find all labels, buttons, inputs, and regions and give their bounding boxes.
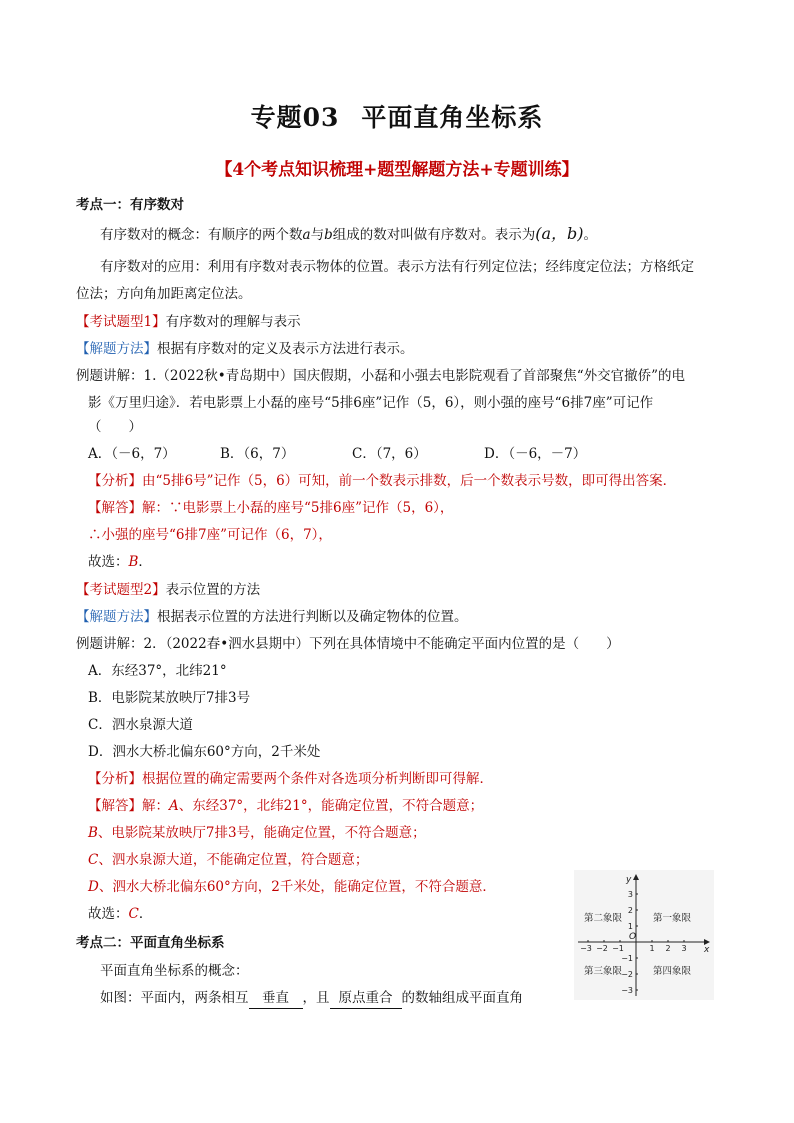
type2-example: 例题讲解：2．（2022春•泗水县期中）下列在具体情境中不能确定平面内位置的是（ ）: [76, 636, 620, 652]
type2-answer-a: [88, 796, 738, 816]
type1-options: [88, 444, 738, 464]
type1-choose: [88, 552, 738, 572]
option-c: C．（7，6）: [352, 446, 427, 462]
answer-text: 、泗水大桥北偏东60°方向，2千米处，能确定位置，不符合题意．: [98, 879, 496, 895]
text: 有序数对的概念：有顺序的两个数: [100, 227, 303, 243]
text: 组成的数对叫做有序数对。表示为: [332, 227, 536, 243]
type-tag: 【考试题型2】: [76, 582, 166, 598]
type2-option-a: A．东经37°，北纬21°: [88, 663, 227, 679]
option-letter: C: [88, 852, 99, 868]
type2-answer-c: [88, 850, 738, 870]
x-tick-label: −2: [596, 944, 608, 953]
x-tick-label: 3: [681, 944, 687, 953]
method-tag: 【解题方法】: [76, 609, 157, 625]
pair-notation: (a，b): [535, 224, 584, 243]
section1-p2-line2: 位法；方向角加距离定位法。: [76, 286, 252, 302]
coordinate-plane: [574, 870, 714, 1000]
method-text: 根据表示位置的方法进行判断以及确定物体的位置。: [157, 609, 468, 625]
answer-tag: 【解答】: [88, 798, 142, 814]
quadrant-2-label: 第二象限: [583, 913, 623, 924]
text: 如图：平面内，两条相互: [100, 990, 249, 1006]
type1-answer-l1: [88, 498, 738, 518]
section1-p1: [100, 224, 750, 245]
type1-method: [76, 339, 726, 359]
x-tick-label: −3: [580, 944, 592, 953]
option-letter: B: [88, 825, 98, 841]
x-axis-label: x: [704, 945, 710, 955]
type2-analysis: [88, 769, 738, 789]
y-tick-label: −3: [621, 986, 633, 995]
choice-letter: C: [128, 906, 139, 922]
x-tick-label: 1: [649, 944, 655, 953]
type1-analysis: [88, 471, 738, 491]
option-letter: A: [169, 798, 179, 814]
answer-text: 、泗水泉源大道，不能确定位置，符合题意；: [98, 852, 369, 868]
type1-answer-l2: ∴小强的座号“6排7座”可记作（6，7），: [88, 527, 332, 543]
figure-background: [574, 870, 714, 1000]
x-tick-label: −1: [612, 944, 624, 953]
y-tick-label: −1: [621, 954, 633, 963]
text: 故选：: [88, 906, 129, 922]
method-text: 根据有序数对的定义及表示方法进行表示。: [157, 341, 414, 357]
y-axis-label: y: [626, 875, 632, 885]
section1-heading: 考点一：有序数对: [76, 197, 184, 213]
type1-example-l2: 影《万里归途》．若电影票上小磊的座号“5排6座”记作（5，6），则小强的座号“6排7座”可记作: [88, 395, 654, 411]
var-a: a: [302, 227, 311, 243]
type1-example-l3: （ ）: [88, 419, 142, 435]
type2-option-c: C．泗水泉源大道: [88, 717, 193, 733]
answer-text: 、东经37°，北纬21°，能确定位置，不符合题意；: [178, 798, 484, 814]
type-label: 表示位置的方法: [165, 582, 261, 598]
analysis-text: 根据位置的确定需要两个条件对各选项分析判断即可得解．: [142, 771, 493, 787]
analysis-tag: 【分析】: [88, 771, 142, 787]
option-a: A．（－6，7）: [88, 446, 176, 462]
quadrant-3-label: 第三象限: [583, 966, 623, 977]
text: 与: [310, 227, 325, 243]
text: 故选：: [88, 554, 129, 570]
text: ，且: [302, 990, 330, 1006]
answer-text: 、电影院某放映厅7排3号，能确定位置，不符合题意；: [97, 825, 426, 841]
quadrant-4-label: 第四象限: [652, 966, 692, 977]
y-tick-label: −2: [621, 970, 633, 979]
quadrant-1-label: 第一象限: [652, 913, 692, 924]
fill-blank-2: 原点重合: [330, 988, 402, 1009]
type1-header: [76, 312, 726, 332]
section2-concept: 平面直角坐标系的概念：: [100, 963, 249, 979]
section2-heading: 考点二：平面直角坐标系: [76, 935, 225, 951]
origin-label: O: [629, 932, 637, 942]
analysis-text: 由“5排6号”记作（5，6）可知，前一个数表示排数，后一个数表示号数，即可得出答案．: [142, 473, 677, 489]
page-title: [0, 98, 794, 134]
page-subtitle: 【4个考点知识梳理+题型解题方法+专题训练】: [215, 160, 579, 180]
option-letter: D: [88, 879, 99, 895]
text: 解：: [142, 798, 169, 814]
option-d: D．（－6，－7）: [484, 446, 587, 462]
analysis-tag: 【分析】: [88, 473, 142, 489]
y-tick-label: 1: [627, 922, 633, 931]
text: 的数轴组成平面直角: [401, 990, 523, 1006]
answer-text: 解：∵电影票上小磊的座号“5排6座”记作（5，6），: [142, 500, 454, 516]
answer-tag: 【解答】: [88, 500, 142, 516]
fill-blank-1: 垂直: [249, 988, 303, 1009]
method-tag: 【解题方法】: [76, 341, 157, 357]
text: 。: [583, 227, 597, 243]
title-code: 专题03: [250, 103, 340, 132]
type-tag: 【考试题型1】: [76, 314, 166, 330]
type2-option-b: B．电影院某放映厅7排3号: [88, 690, 251, 706]
type2-option-d: D．泗水大桥北偏东60°方向，2千米处: [88, 744, 321, 760]
type-label: 有序数对的理解与表示: [165, 314, 301, 330]
option-b: B．（6，7）: [220, 446, 295, 462]
type1-example-l1: 例题讲解：1.（2022秋•青岛期中）国庆假期，小磊和小强去电影院观看了首部聚焦“外交官撤侨”的电: [76, 368, 686, 384]
y-tick-label: 2: [627, 906, 633, 915]
text: ．: [138, 554, 152, 570]
y-tick-label: 3: [627, 890, 633, 899]
text: ．: [138, 906, 153, 922]
var-b: b: [324, 227, 333, 243]
choice-letter: B: [128, 554, 139, 570]
coordinate-figure: [574, 870, 714, 1000]
section1-p2-line1: 有序数对的应用：利用有序数对表示物体的位置。表示方法有行列定位法；经纬度定位法；方格纸定: [100, 259, 694, 275]
x-tick-label: 2: [665, 944, 671, 953]
title-text: 平面直角坐标系: [361, 103, 544, 132]
type2-method: [76, 607, 726, 627]
type2-answer-b: [88, 823, 738, 843]
type2-header: [76, 580, 726, 600]
